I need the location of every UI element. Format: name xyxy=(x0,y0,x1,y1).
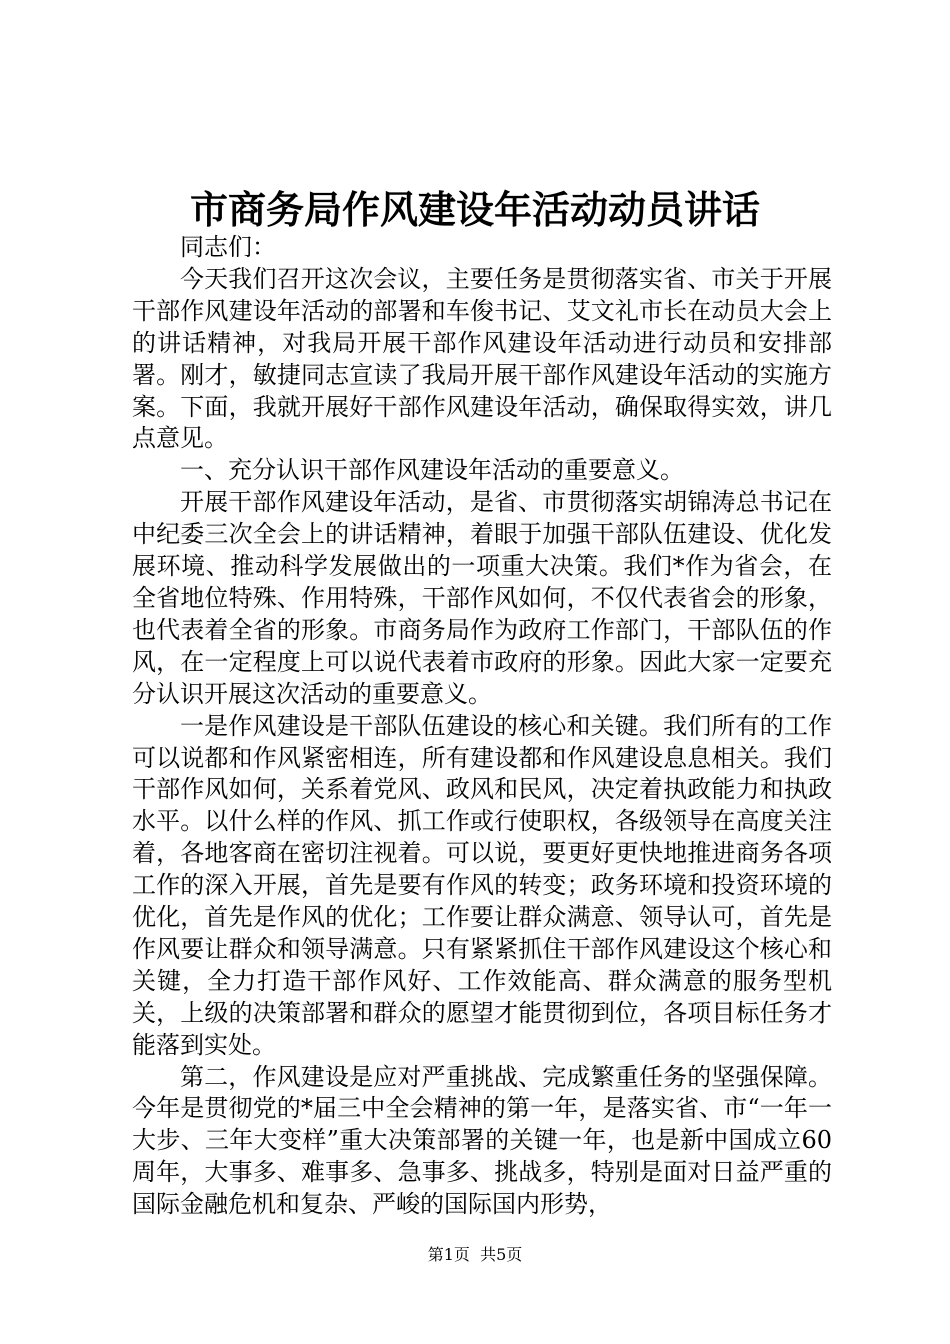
document-body xyxy=(132,232,832,1221)
footer-separator xyxy=(470,1245,480,1264)
body-paragraph: 第二，作风建设是应对严重挑战、完成繁重任务的坚强保障。今年是贯彻党的*届三中全会精神的第一年，是落实省、市“一年一大步、三年大变样”重大决策部署的关键一年，也是新中国成立60周年，大事多、难事多、急事多、挑战多，特别是面对日益严重的国际金融危机和复杂、严峻的国际国内形势， xyxy=(132,1062,832,1219)
section-heading: 一、充分认识干部作风建设年活动的重要意义。 xyxy=(180,456,684,485)
salutation-paragraph: 同志们： xyxy=(180,233,276,261)
body-paragraph: 今天我们召开这次会议，主要任务是贯彻落实省、市关于开展干部作风建设年活动的部署和车俊书记、艾文礼市长在动员大会上的讲话精神，对我局开展干部作风建设年活动进行动员和安排部署。刚才，敏捷同志宣读了我局开展干部作风建设年活动的实施方案。下面，我就开展好干部作风建设年活动，确保取得实效，讲几点意见。 xyxy=(132,264,832,453)
page-total: 共5页 xyxy=(480,1245,523,1264)
document-title: 市商务局作风建设年活动动员讲话 xyxy=(189,188,760,232)
body-paragraph: 一是作风建设是干部队伍建设的核心和关键。我们所有的工作可以说都和作风紧密相连，所有建设都和作风建设息息相关。我们干部作风如何，关系着党风、政风和民风，决定着执政能力和执政水平。以什么样的作风、抓工作或行使职权，各级领导在高度关注着，各地客商在密切注视着。可以说，要更好更快地推进商务各项工作的深入开展，首先是要有作风的转变；政务环境和投资环境的优化，首先是作风的优化；工作要让群众满意、领导认可，首先是作风要让群众和领导满意。只有紧紧抓住干部作风建设这个核心和关键，全力打造干部作风好、工作效能高、群众满意的服务型机关，上级的决策部署和群众的愿望才能贯彻到位，各项目标任务才能落到实处。 xyxy=(132,711,832,1059)
body-paragraph: 开展干部作风建设年活动，是省、市贯彻落实胡锦涛总书记在中纪委三次全会上的讲话精神，着眼于加强干部队伍建设、优化发展环境、推动科学发展做出的一项重大决策。我们*作为省会，在全省地位特殊、作用特殊，干部作风如何，不仅代表省会的形象，也代表着全省的形象。市商务局作为政府工作部门，干部队伍的作风，在一定程度上可以说代表着市政府的形象。因此大家一定要充分认识开展这次活动的重要意义。 xyxy=(132,488,832,708)
page-number: 第1页 xyxy=(427,1245,470,1264)
page-footer xyxy=(0,1244,950,1266)
